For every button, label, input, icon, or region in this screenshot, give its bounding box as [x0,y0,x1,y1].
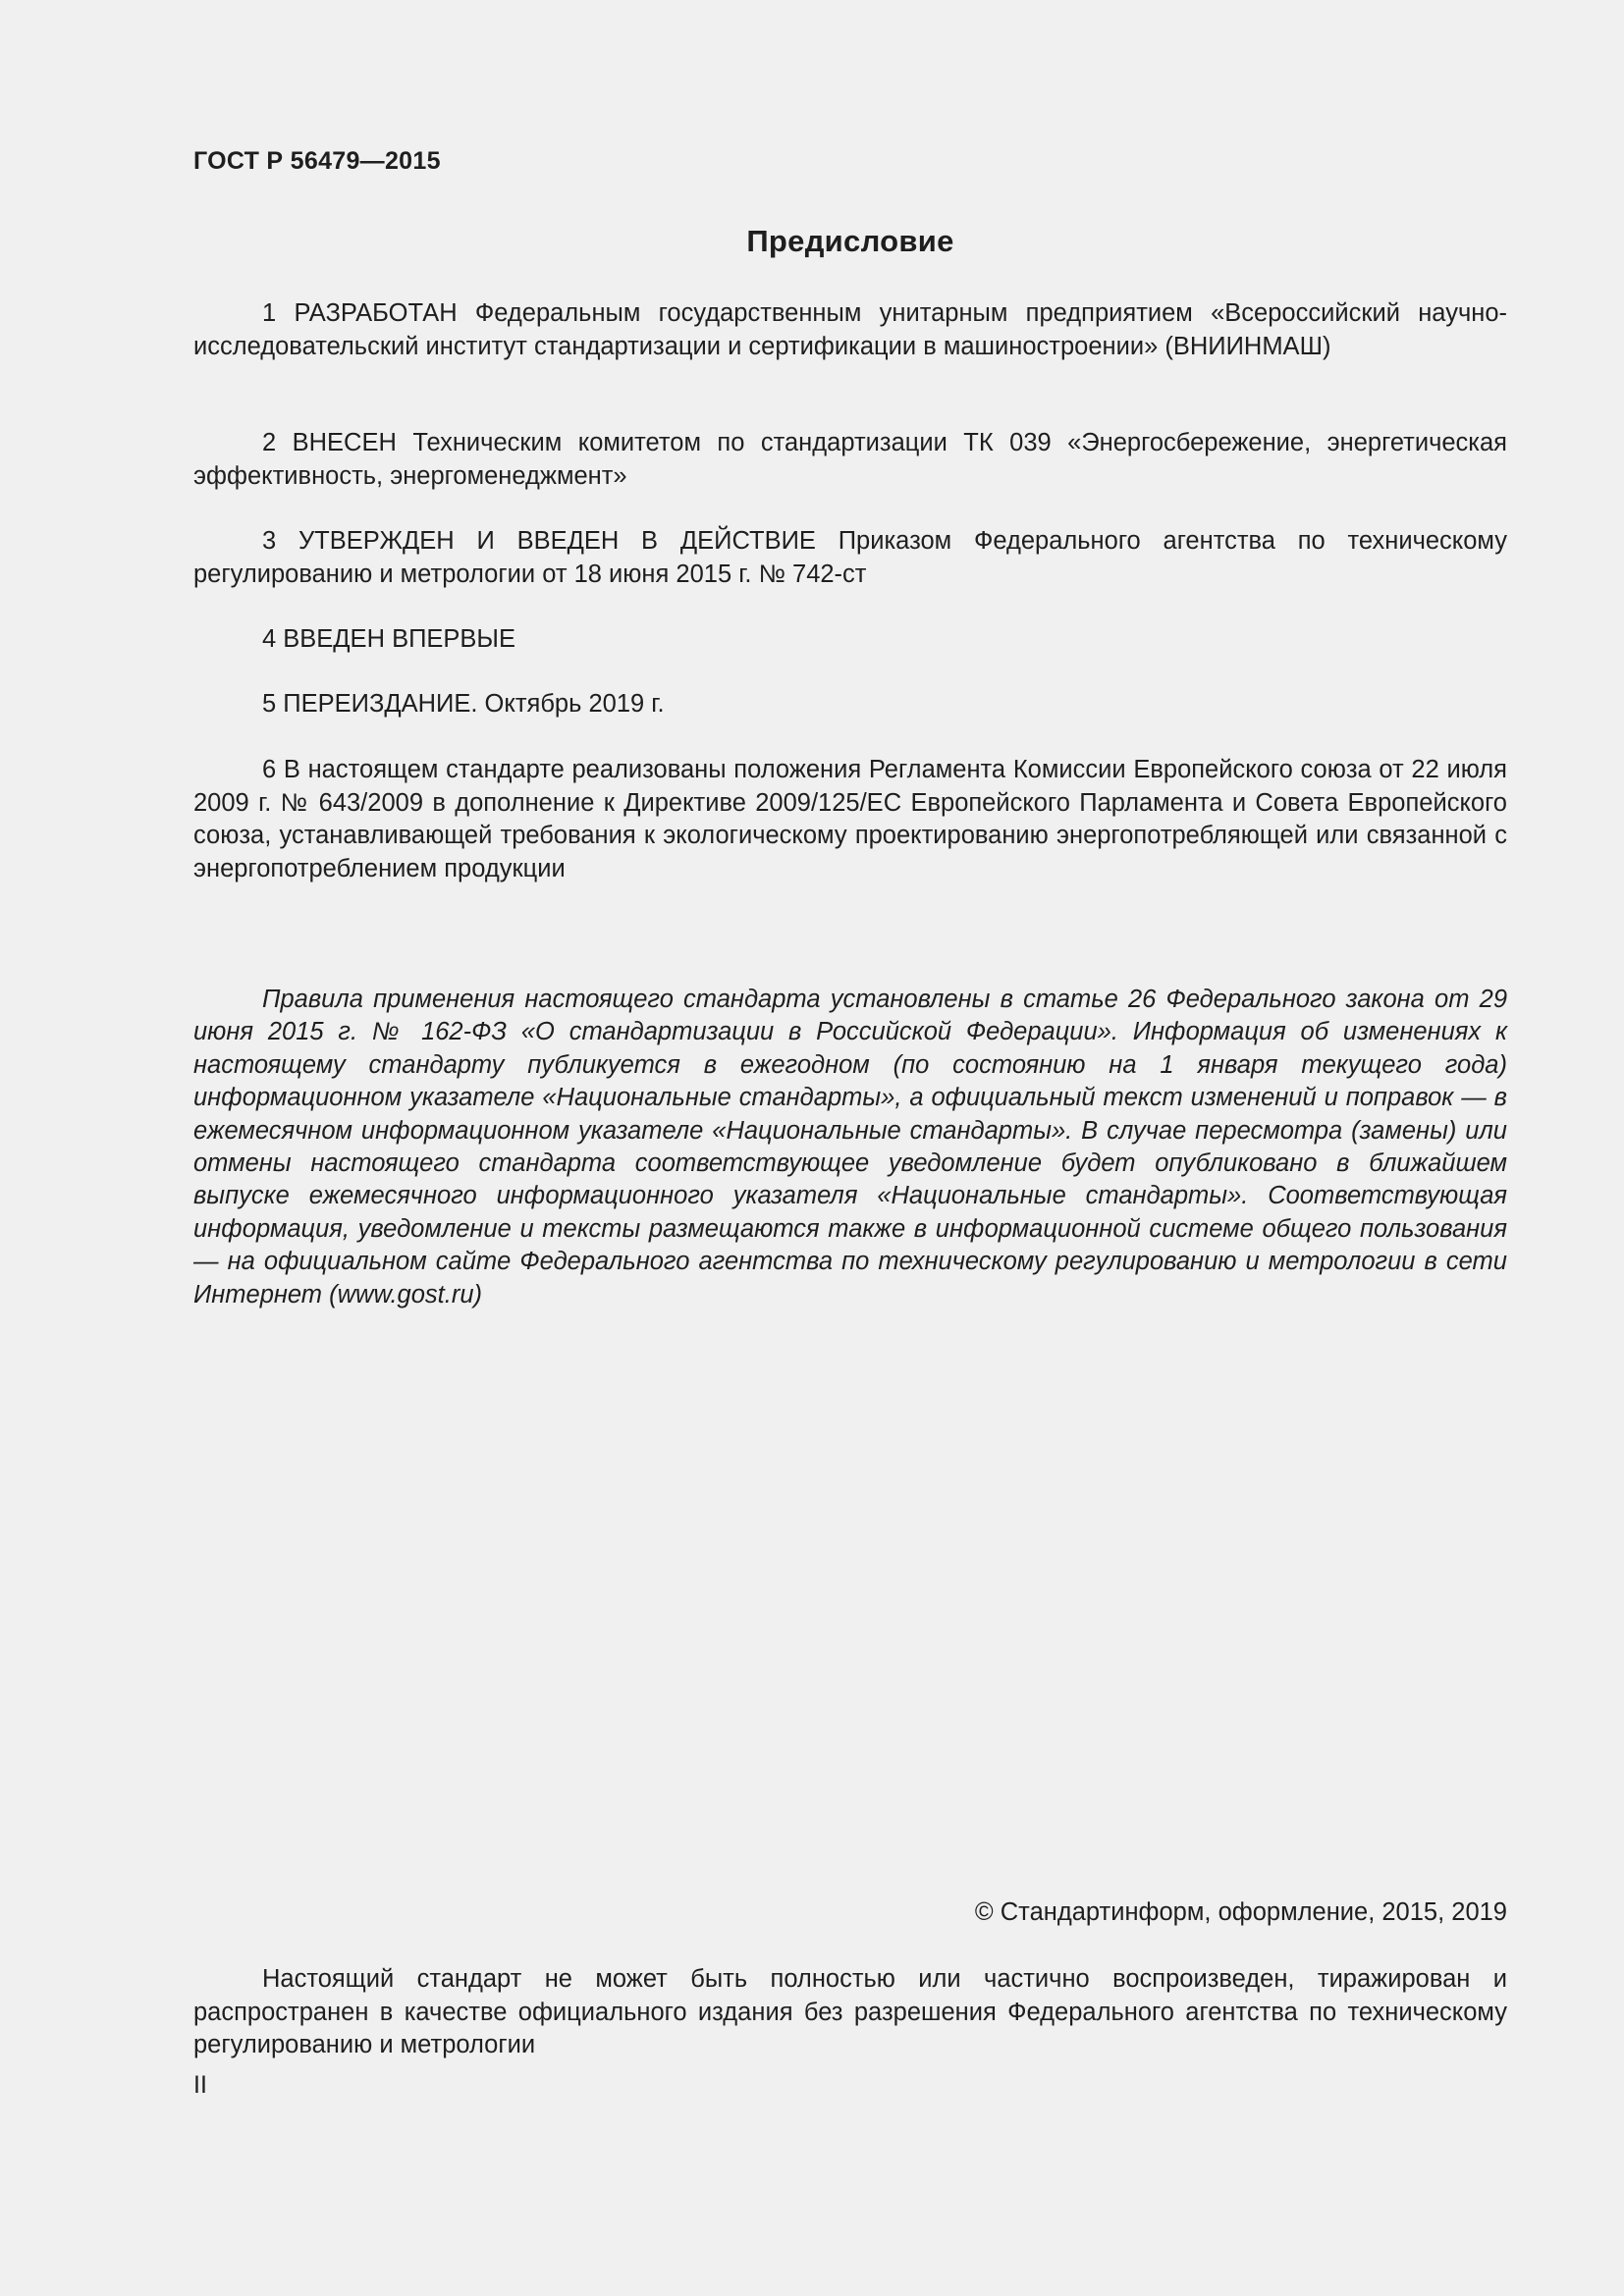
foreword-item-2: 2 ВНЕСЕН Техническим комитетом по стандартизации ТК 039 «Энергосбережение, энергетическая эффективность, энергоменеджмент» [193,429,1507,490]
foreword-item-4: 4 ВВЕДЕН ВПЕРВЫЕ [262,625,516,653]
document-code: ГОСТ Р 56479—2015 [193,147,441,175]
foreword-item-6: 6 В настоящем стандарте реализованы положения Регламента Комиссии Европейского союза от 22 июля 2009 г. № 643/2009 в дополнение к Директиве 2009/125/ЕС Европейского Парламента и Совета Европейского союза, устанавливающей требования к экологическому проектированию энергопотребляющей или связанной с энергопотреблением продукции [193,756,1507,882]
page-title: Предисловие [746,224,954,258]
page-number: II [193,2071,207,2099]
foreword-item-1: 1 РАЗРАБОТАН Федеральным государственным унитарным предприятием «Всероссийский научно-исследовательский институт стандартизации и сертификации в машиностроении» (ВНИИНМАШ) [193,299,1507,360]
application-rules-text: Правила применения настоящего стандарта установлены в статье 26 Федерального закона от 29 июня 2015 г. № 162-ФЗ «О стандартизации в Российской Федерации». Информация об изменениях к настоящему стандарту публикуется в ежегодном (по состоянию на 1 января текущего года) информационном указателе «Национальные стандарты», а официальный текст изменений и поправок — в ежемесячном информационном указателе «Национальные стандарты». В случае пересмотра (замены) или отмены настоящего стандарта соответствующее уведомление будет опубликовано в ближайшем выпуске ежемесячного информационного указателя «Национальные стандарты». Соответствующая информация, уведомление и тексты размещаются также в информационной системе общего пользования — на официальном сайте Федерального агентства по техническому регулированию и метрологии в сети Интернет (www.gost.ru) [193,986,1507,1308]
foreword-item-5: 5 ПЕРЕИЗДАНИЕ. Октябрь 2019 г. [262,690,665,718]
foreword-item-3: 3 УТВЕРЖДЕН И ВВЕДЕН В ДЕЙСТВИЕ Приказом Федерального агентства по техническому регулированию и метрологии от 18 июня 2015 г. № 742-ст [193,527,1507,588]
copyright-line: © Стандартинформ, оформление, 2015, 2019 [974,1898,1507,1926]
reproduction-notice: Настоящий стандарт не может быть полностью или частично воспроизведен, тиражирован и распространен в качестве официального издания без разрешения Федерального агентства по техническому регулированию и метрологии [193,1965,1507,2058]
